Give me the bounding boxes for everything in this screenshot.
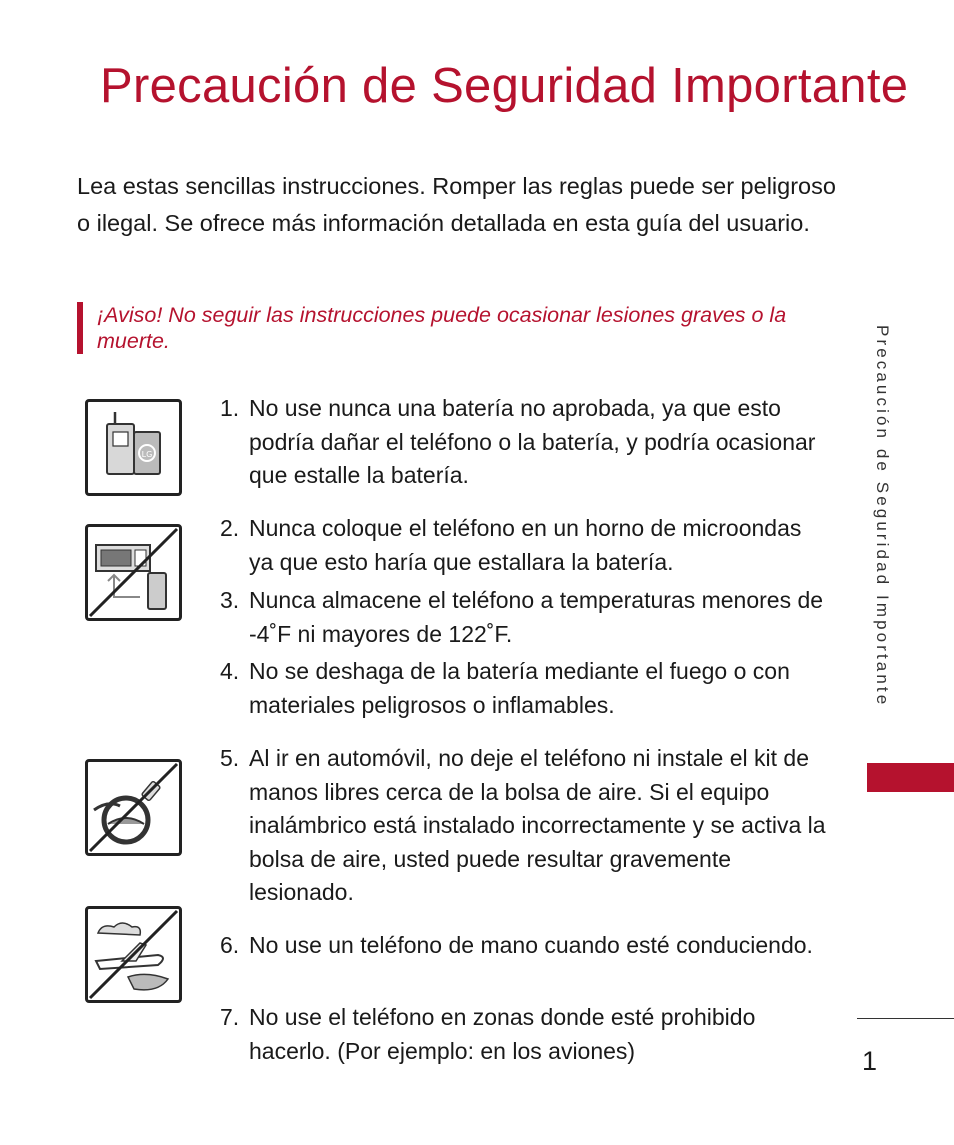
- item-number: 5.: [220, 745, 240, 771]
- page-divider: [857, 1018, 954, 1019]
- list-item: [220, 392, 830, 493]
- item-text: Nunca almacene el teléfono a temperaturas menores de -4˚F ni mayores de 122˚F.: [249, 587, 824, 647]
- battery-phone-icon: [85, 399, 182, 496]
- item-number: 3.: [220, 587, 240, 613]
- warning-callout: ¡Aviso! No seguir las instrucciones puede ocasionar lesiones graves o la muerte.: [77, 302, 817, 354]
- section-tab-marker: [867, 763, 954, 792]
- item-number: 1.: [220, 395, 240, 421]
- list-item: [220, 584, 830, 651]
- airplane-no-phone-icon: [85, 906, 182, 1003]
- list-item: [220, 929, 830, 963]
- list-item: [220, 1001, 830, 1068]
- item-text: Al ir en automóvil, no deje el teléfono ni instale el kit de manos libres cerca de la bolsa de aire. Si el equipo inalámbrico está instalado incorrectamente y se activa la bolsa de aire, usted puede resultar gravemente lesionado.: [249, 745, 826, 905]
- item-number: 7.: [220, 1004, 240, 1030]
- item-number: 6.: [220, 932, 240, 958]
- intro-paragraph: Lea estas sencillas instrucciones. Romper las reglas puede ser peligroso o ilegal. Se ofrece más información detallada en esta guía del usuario.: [77, 173, 836, 236]
- item-text: No se deshaga de la batería mediante el fuego o con materiales peligrosos o inflamables.: [249, 658, 790, 718]
- svg-text:LG: LG: [141, 450, 153, 459]
- list-item: [220, 512, 830, 579]
- list-item: [220, 655, 830, 722]
- page-title: Precaución de Seguridad Importante: [100, 59, 909, 113]
- item-number: 2.: [220, 515, 240, 541]
- list-item: [220, 742, 830, 910]
- item-text: No use nunca una batería no aprobada, ya que esto podría dañar el teléfono o la batería, y podría ocasionar que estalle la batería.: [249, 395, 816, 488]
- item-text: No use un teléfono de mano cuando esté conduciendo.: [249, 932, 813, 958]
- side-section-label: Precaución de Seguridad Importante: [873, 325, 892, 708]
- item-text: Nunca coloque el teléfono en un horno de microondas ya que esto haría que estallara la batería.: [249, 515, 802, 575]
- microwave-no-phone-icon: [85, 524, 182, 621]
- page-number: 1: [862, 1046, 878, 1076]
- item-text: No use el teléfono en zonas donde esté prohibido hacerlo. (Por ejemplo: en los aviones): [249, 1004, 756, 1064]
- airbag-no-phone-icon: [85, 759, 182, 856]
- item-number: 4.: [220, 658, 240, 684]
